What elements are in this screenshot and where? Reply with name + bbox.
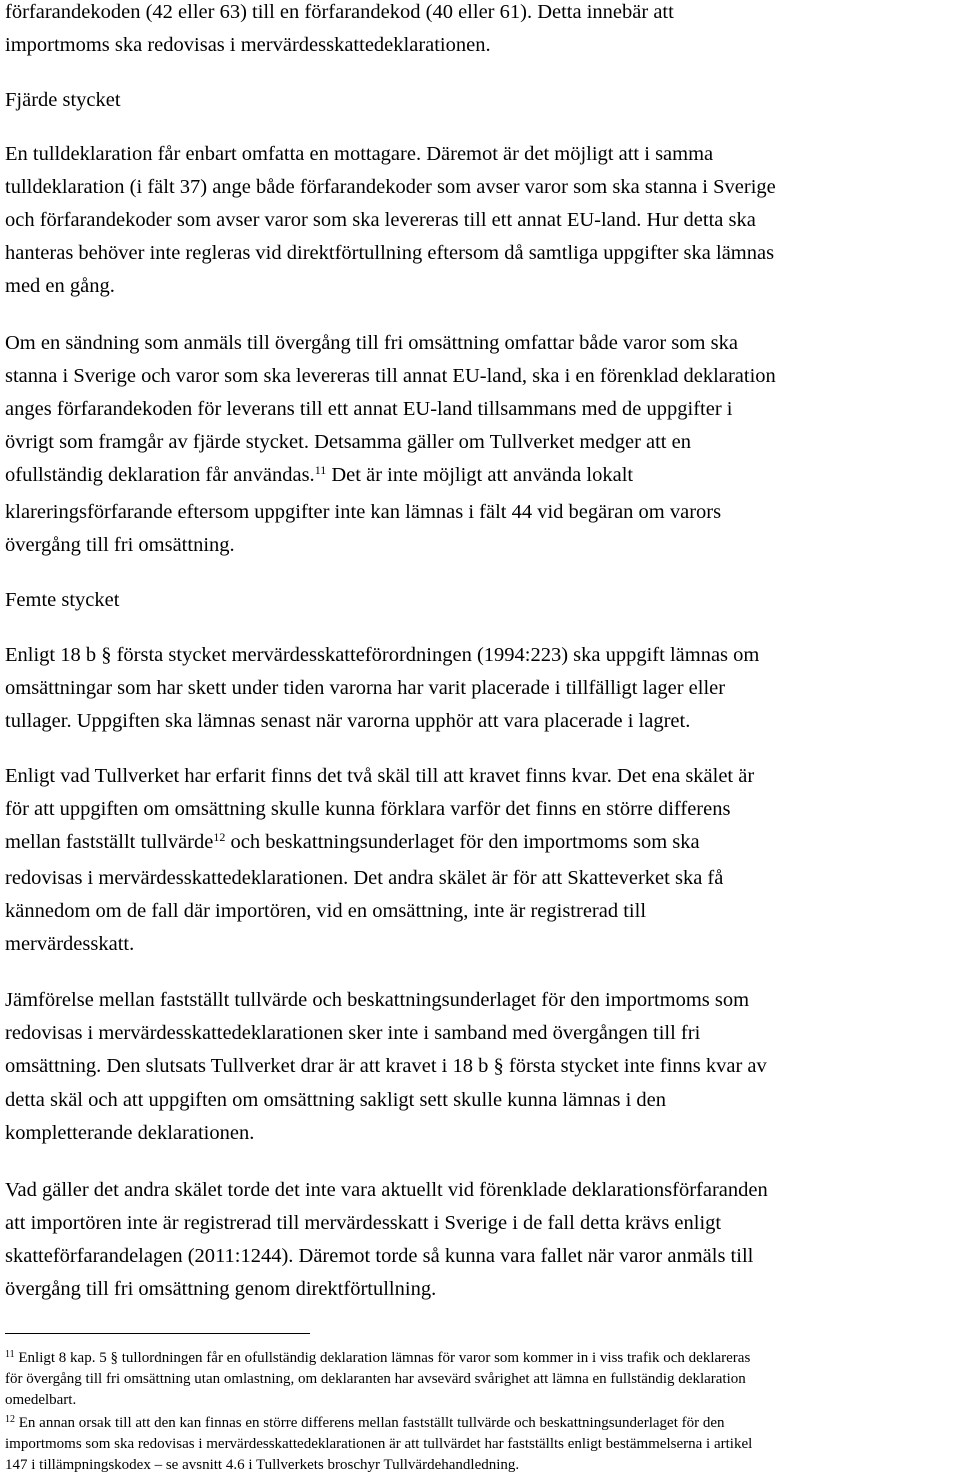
body-line: kännedom om de fall där importören, vid en omsättning, inte är registrerad till: [5, 900, 647, 922]
body-line: skatteförfarandelagen (2011:1244). Däremot torde så kunna vara fallet när varor anmäls till: [5, 1245, 754, 1267]
body-line: förfarandekoden (42 eller 63) till en förfarandekod (40 eller 61). Detta innebär att: [5, 1, 674, 23]
body-line: övergång till fri omsättning genom direktförtullning.: [5, 1278, 437, 1300]
footnote-11: [5, 1349, 750, 1367]
body-line: övergång till fri omsättning.: [5, 534, 235, 556]
footnote-number: 11: [5, 1349, 15, 1360]
body-line: anges förfarandekoden för leverans till ett annat EU-land tillsammans med de uppgifter i: [5, 398, 733, 420]
body-line: övrigt som framgår av fjärde stycket. Detsamma gäller om Tullverket medger att en: [5, 431, 691, 453]
body-line: [5, 830, 700, 854]
body-line: tulldeklaration (i fält 37) ange både förfarandekoder som avser varor som ska stanna i Sverige: [5, 176, 776, 198]
body-line: stanna i Sverige och varor som ska levereras till annat EU-land, ska i en förenklad deklaration: [5, 365, 776, 387]
body-line: tullager. Uppgiften ska lämnas senast när varorna upphör att vara placerade i lagret.: [5, 710, 691, 732]
footnote-12: [5, 1414, 725, 1432]
body-line: omsättningar som har skett under tiden varorna har varit placerade i tillfälligt lager eller: [5, 677, 726, 699]
body-line: redovisas i mervärdesskattedeklarationen. Det andra skälet är för att Skatteverket ska få: [5, 867, 724, 889]
footnote-separator: [5, 1333, 310, 1334]
body-line: Jämförelse mellan fastställt tullvärde och beskattningsunderlaget för den importmoms som: [5, 989, 750, 1011]
body-line: importmoms ska redovisas i mervärdesskattedeklarationen.: [5, 34, 491, 56]
body-line: mervärdesskatt.: [5, 933, 135, 955]
footnote-line: importmoms som ska redovisas i mervärdesskattedeklarationen är att tullvärdet har fastställts enligt bestämmelserna i artikel: [5, 1436, 753, 1452]
body-line: detta skäl och att uppgiften om omsättning sakligt sett skulle kunna lämnas i den: [5, 1089, 667, 1111]
footnote-ref-12[interactable]: 12: [213, 830, 226, 844]
body-text: ofullständig deklaration får användas.: [5, 464, 315, 486]
footnote-number: 12: [5, 1414, 15, 1425]
body-line: att importören inte är registrerad till mervärdesskatt i Sverige i de fall detta krävs enligt: [5, 1212, 722, 1234]
body-text: mellan fastställt tullvärde: [5, 831, 214, 853]
footnote-line: för övergång till fri omsättning utan omlastning, om deklaranten har avsevärd svårighet att lämna en fullständig deklaration: [5, 1371, 746, 1387]
footnote-line: 147 i tillämpningskodex – se avsnitt 4.6 i Tullverkets broschyr Tullvärdehandledning.: [5, 1457, 520, 1473]
body-line: omsättning. Den slutsats Tullverket drar är att kravet i 18 b § första stycket inte finns kvar av: [5, 1055, 767, 1077]
body-line: och förfarandekoder som avser varor som ska levereras till ett annat EU-land. Hur detta ska: [5, 209, 756, 231]
footnote-text: En annan orsak till att den kan finnas en större differens mellan fastställt tullvärde och beskattningsunderlaget för den: [15, 1415, 725, 1431]
body-line: Vad gäller det andra skälet torde det inte vara aktuellt vid förenklade deklarationsförfaranden: [5, 1179, 768, 1201]
body-text: och beskattningsunderlaget för den importmoms som ska: [225, 831, 700, 853]
section-heading: Fjärde stycket: [5, 89, 121, 111]
body-line: med en gång.: [5, 275, 115, 297]
body-line: Enligt vad Tullverket har erfarit finns det två skäl till att kravet finns kvar. Det ena skälet är: [5, 765, 755, 787]
footnote-text: Enligt 8 kap. 5 § tullordningen får en ofullständig deklaration lämnas för varor som kommer in i viss trafik och deklareras: [14, 1350, 751, 1366]
body-line: En tulldeklaration får enbart omfatta en mottagare. Däremot är det möjligt att i samma: [5, 143, 714, 165]
body-line: redovisas i mervärdesskattedeklarationen sker inte i samband med övergången till fri: [5, 1022, 701, 1044]
body-line: Om en sändning som anmäls till övergång till fri omsättning omfattar både varor som ska: [5, 332, 738, 354]
body-line: [5, 463, 633, 487]
section-heading: Femte stycket: [5, 589, 120, 611]
body-line: klareringsförfarande eftersom uppgifter inte kan lämnas i fält 44 vid begäran om varors: [5, 501, 722, 523]
body-text: Det är inte möjligt att använda lokalt: [326, 464, 634, 486]
footnote-line: omedelbart.: [5, 1392, 77, 1408]
body-line: för att uppgiften om omsättning skulle kunna förklara varför det finns en större differens: [5, 798, 731, 820]
footnote-ref-11[interactable]: 11: [314, 463, 327, 477]
body-line: kompletterande deklarationen.: [5, 1122, 255, 1144]
body-line: Enligt 18 b § första stycket mervärdesskatteförordningen (1994:223) ska uppgift lämnas om: [5, 644, 760, 666]
body-line: hanteras behöver inte regleras vid direktförtullning eftersom då samtliga uppgifter ska lämnas: [5, 242, 775, 264]
